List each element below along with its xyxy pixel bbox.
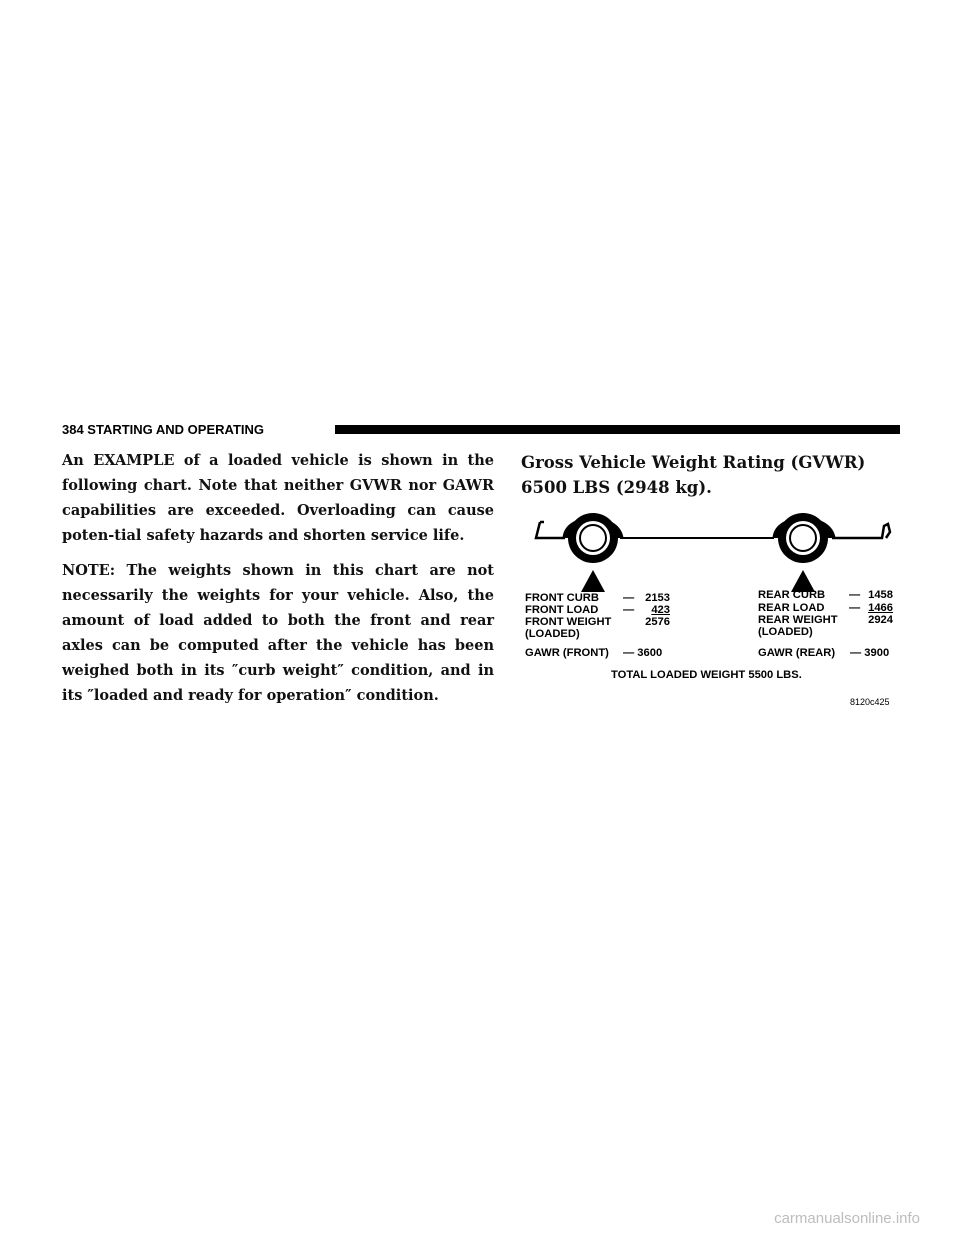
front-curb-value: 2153: [645, 592, 670, 604]
front-load-value: 423: [651, 604, 670, 616]
total-loaded-weight: TOTAL LOADED WEIGHT 5500 LBS.: [611, 669, 802, 681]
gawr-front-label: GAWR (FRONT): [525, 647, 609, 659]
header-section-title: 384 STARTING AND OPERATING: [62, 422, 265, 437]
gawr-rear-label: GAWR (REAR): [758, 647, 836, 659]
body-text: [62, 448, 494, 718]
gawr-front-value: — 3600: [623, 647, 663, 659]
front-weight-label: FRONT WEIGHT: [525, 616, 612, 628]
page-header: [62, 420, 900, 440]
paragraph-note: NOTE: The weights shown in this chart are not necessarily the weights for your vehicle. Also, the amount of load added to both the front and rear axles can be computed after the vehicle has been weighed both in its ″curb weight″ condition, and in its ″loaded and ready for operation″ condition.: [62, 562, 494, 704]
rear-curb-label: REAR CURB: [758, 589, 826, 601]
gawr-rear-value: — 3900: [850, 647, 890, 659]
rear-curb-value: 1458: [868, 589, 893, 601]
front-load-label: FRONT LOAD: [525, 604, 599, 616]
rear-loaded-label: (LOADED): [758, 626, 813, 638]
front-loaded-label: (LOADED): [525, 628, 580, 640]
figure-code: 8120c425: [850, 697, 890, 707]
rear-curb-dash: —: [849, 589, 861, 601]
rear-weight-label: REAR WEIGHT: [758, 614, 838, 626]
rear-load-dash: —: [849, 602, 861, 614]
front-curb-dash: —: [623, 592, 635, 604]
front-weight-value: 2576: [645, 616, 670, 628]
paragraph-example: An EXAMPLE of a loaded vehicle is shown in the following chart. Note that neither GVWR nor GAWR capabilities are exceeded. Overloading can cause poten-tial safety hazards and shorten service life.: [62, 452, 494, 544]
vehicle-weight-diagram: [520, 510, 900, 710]
front-load-dash: —: [623, 604, 635, 616]
rear-weight-value: 2924: [868, 614, 893, 626]
rear-load-value: 1466: [868, 602, 893, 614]
header-rule: [335, 425, 900, 434]
gvwr-title: Gross Vehicle Weight Rating (GVWR) 6500 LBS (2948 kg).: [521, 453, 866, 497]
site-watermark: carmanualsonline.info: [774, 1210, 920, 1227]
front-curb-label: FRONT CURB: [525, 592, 599, 604]
front-axle-arrow: [581, 570, 605, 592]
rear-load-label: REAR LOAD: [758, 602, 825, 614]
